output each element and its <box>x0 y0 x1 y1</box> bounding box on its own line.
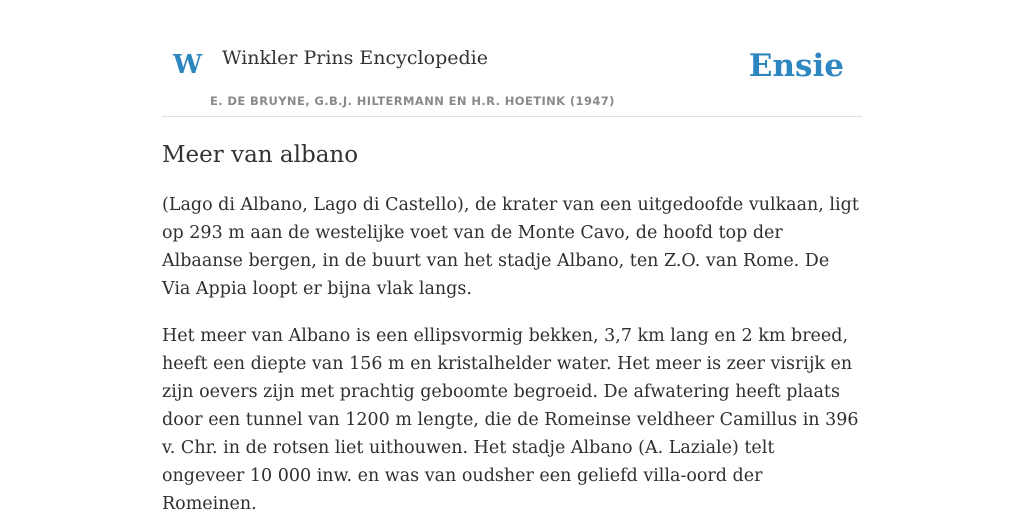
ensie-logo-link[interactable]: Ensie <box>748 48 844 84</box>
article-paragraph-2: Het meer van Albano is een ellipsvormig bekken, 3,7 km lang en 2 km breed, heeft een diepte van 156 m en kristalhelder water. Het meer is zeer visrijk en zijn oevers zijn met prachtig geboomte begroeid. De afwatering heeft plaats door een tunnel van 1200 m lengte, die de Romeinse veldheer Camillus in 396 v. Chr. in de rotsen liet uithouwen. Het stadje Albano (A. Laziale) telt ongeveer 10 000 inw. en was van oudsher een geliefd villa-oord der Romeinen. <box>162 325 859 514</box>
encyclopedia-header <box>162 0 862 117</box>
encyclopedia-authors: E. DE BRUYNE, G.B.J. HILTERMANN EN H.R. HOETINK (1947) <box>210 94 615 108</box>
encyclopedia-title[interactable]: Winkler Prins Encyclopedie <box>222 47 488 69</box>
article-title: Meer van albano <box>162 142 359 168</box>
article-paragraph-1: (Lago di Albano, Lago di Castello), de krater van een uitgedoofde vulkaan, ligt op 293 m aan de westelijke voet van de Monte Cavo, de hoofd top der Albaanse bergen, in de buurt van het stadje Albano, ten Z.O. van Rome. De Via Appia loopt er bijna vlak langs. <box>162 194 859 299</box>
winkler-prins-logo[interactable]: W <box>173 50 203 80</box>
page-container <box>162 0 862 518</box>
